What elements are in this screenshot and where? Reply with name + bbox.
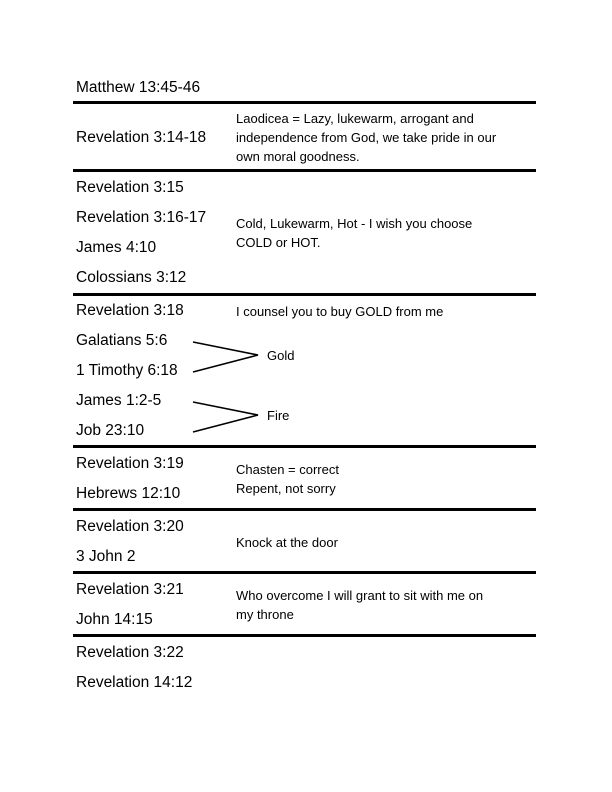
section-divider bbox=[73, 101, 536, 104]
scripture-reference: Revelation 3:21 bbox=[76, 581, 184, 598]
note-line: Cold, Lukewarm, Hot - I wish you choose bbox=[236, 216, 473, 231]
scripture-reference: James 4:10 bbox=[76, 239, 157, 256]
scripture-reference: Revelation 3:15 bbox=[76, 179, 184, 196]
note-line: COLD or HOT. bbox=[236, 235, 321, 250]
note-line: my throne bbox=[236, 607, 294, 622]
note-line: Laodicea = Lazy, lukewarm, arrogant and bbox=[236, 111, 474, 126]
note-line: Repent, not sorry bbox=[236, 481, 336, 496]
scripture-reference: Revelation 3:20 bbox=[76, 518, 184, 535]
note-line: Chasten = correct bbox=[236, 462, 339, 477]
scripture-reference: Revelation 14:12 bbox=[76, 674, 193, 691]
section-divider bbox=[73, 571, 536, 574]
fire-label: Fire bbox=[267, 408, 290, 423]
note-line: Who overcome I will grant to sit with me on bbox=[236, 588, 484, 603]
scripture-reference: 3 John 2 bbox=[76, 548, 136, 565]
scripture-reference: John 14:15 bbox=[76, 611, 153, 628]
scripture-reference: Matthew 13:45-46 bbox=[76, 79, 201, 96]
section-divider bbox=[73, 634, 536, 637]
scripture-reference: James 1:2-5 bbox=[76, 392, 162, 409]
scripture-reference: Revelation 3:18 bbox=[76, 302, 184, 319]
section-note bbox=[236, 586, 536, 624]
scripture-reference: Revelation 3:16-17 bbox=[76, 209, 207, 226]
note-line: Knock at the door bbox=[236, 535, 338, 550]
scripture-reference: 1 Timothy 6:18 bbox=[76, 362, 178, 379]
section-note bbox=[236, 460, 536, 498]
note-line: I counsel you to buy GOLD from me bbox=[236, 304, 444, 319]
scripture-reference: Revelation 3:14-18 bbox=[76, 129, 207, 146]
scripture-reference: Revelation 3:22 bbox=[76, 644, 184, 661]
section-note bbox=[236, 533, 536, 552]
section-divider bbox=[73, 169, 536, 172]
section-divider bbox=[73, 293, 536, 296]
fire-bracket-line bbox=[193, 402, 258, 432]
gold-bracket-line bbox=[193, 342, 258, 372]
note-line: own moral goodness. bbox=[236, 149, 360, 164]
gold-label: Gold bbox=[267, 348, 295, 363]
section-divider bbox=[73, 508, 536, 511]
scripture-reference: Hebrews 12:10 bbox=[76, 485, 181, 502]
section-note bbox=[236, 302, 536, 321]
section-note bbox=[236, 109, 536, 166]
section-note bbox=[236, 214, 536, 252]
scripture-reference: Job 23:10 bbox=[76, 422, 145, 439]
scripture-reference: Revelation 3:19 bbox=[76, 455, 184, 472]
scripture-reference: Galatians 5:6 bbox=[76, 332, 168, 349]
section-divider bbox=[73, 445, 536, 448]
scripture-reference: Colossians 3:12 bbox=[76, 269, 187, 286]
note-line: independence from God, we take pride in our bbox=[236, 130, 497, 145]
